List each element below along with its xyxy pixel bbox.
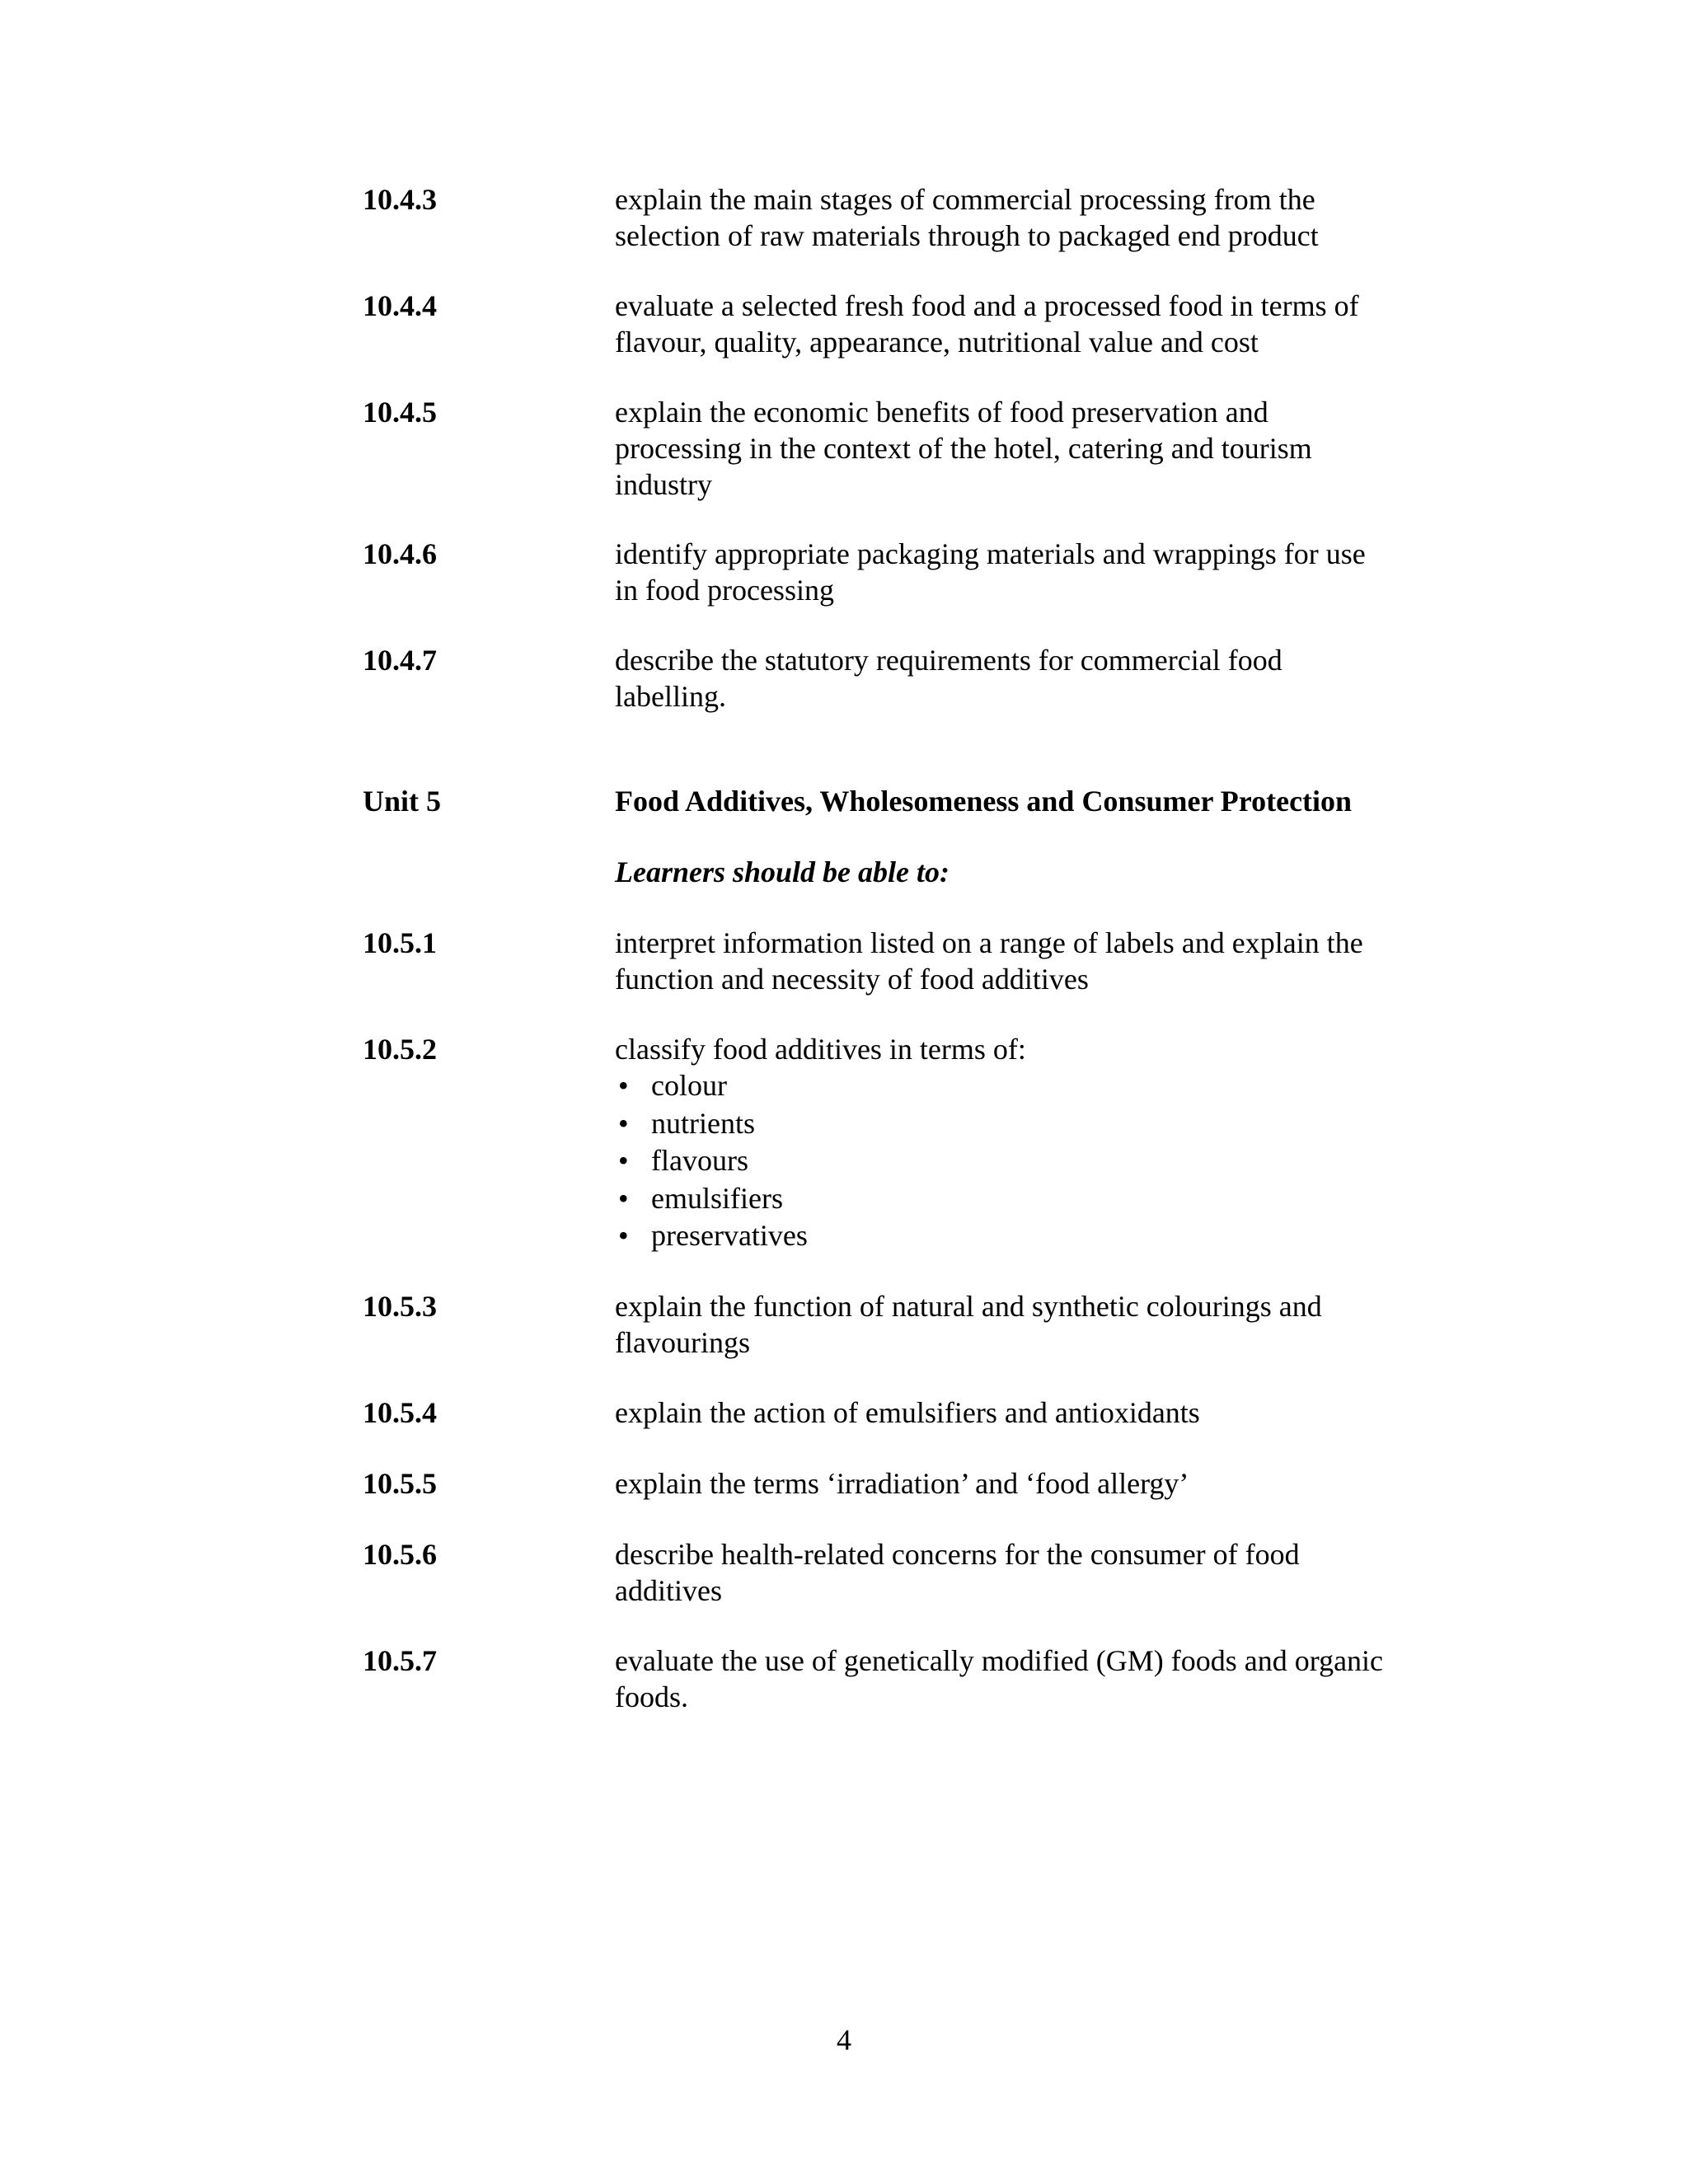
objective-text: interpret information listed on a range of labels and explain the function and necessity of food additives (615, 926, 1363, 996)
bullet-icon: • (618, 1144, 629, 1178)
objective-number: 10.4.7 (363, 644, 437, 677)
unit-title: Food Additives, Wholesomeness and Consumer Protection (615, 785, 1353, 818)
unit-subheading: Learners should be able to: (615, 855, 950, 888)
objective-text: identify appropriate packaging materials and wrappings for use in food processing (615, 537, 1366, 607)
objective-text: classify food additives in terms of: • colour • nutrients • flavours • emulsifiers • preservatives (615, 1031, 1456, 1255)
unit-label: Unit 5 (363, 785, 442, 818)
objective-text: describe the statutory requirements for commercial food labelling. (615, 644, 1282, 713)
objective-text: explain the economic benefits of food preservation and processing in the context of the hotel, catering and tourism industry (615, 396, 1312, 501)
objective-number: 10.4.6 (363, 537, 437, 570)
list-item: • colour (615, 1067, 1456, 1105)
bullet-icon: • (618, 1069, 629, 1102)
list-item: • nutrients (615, 1105, 1456, 1143)
list-item: • preservatives (615, 1217, 1456, 1255)
objective-number: 10.5.2 (363, 1033, 437, 1066)
page-number: 4 (837, 2023, 851, 2056)
objective-number: 10.5.3 (363, 1290, 437, 1323)
objective-text: explain the function of natural and synthetic colourings and flavourings (615, 1290, 1322, 1359)
list-item: • flavours (615, 1142, 1456, 1180)
objective-text: evaluate a selected fresh food and a processed food in terms of flavour, quality, appearance, nutritional value and cost (615, 289, 1359, 359)
bullet-icon: • (618, 1219, 629, 1253)
objective-text: describe health-related concerns for the consumer of food additives (615, 1538, 1300, 1607)
additive-category-list (615, 1067, 1456, 1255)
objective-number: 10.5.7 (363, 1644, 437, 1677)
objective-text: explain the terms ‘irradiation’ and ‘food allergy’ (615, 1467, 1189, 1500)
objective-number: 10.4.5 (363, 396, 437, 429)
objective-text: explain the main stages of commercial processing from the selection of raw materials through to packaged end product (615, 183, 1319, 252)
objective-number: 10.5.5 (363, 1467, 437, 1500)
objective-text: evaluate the use of genetically modified (GM) foods and organic foods. (615, 1644, 1384, 1713)
objective-number: 10.5.1 (363, 926, 437, 959)
list-item: • emulsifiers (615, 1180, 1456, 1218)
bullet-icon: • (618, 1106, 629, 1140)
objective-text: explain the action of emulsifiers and antioxidants (615, 1396, 1200, 1429)
objective-number: 10.4.4 (363, 289, 437, 322)
objective-number: 10.5.4 (363, 1396, 437, 1429)
objective-number: 10.5.6 (363, 1538, 437, 1571)
objective-number: 10.4.3 (363, 183, 437, 216)
bullet-icon: • (618, 1181, 629, 1215)
